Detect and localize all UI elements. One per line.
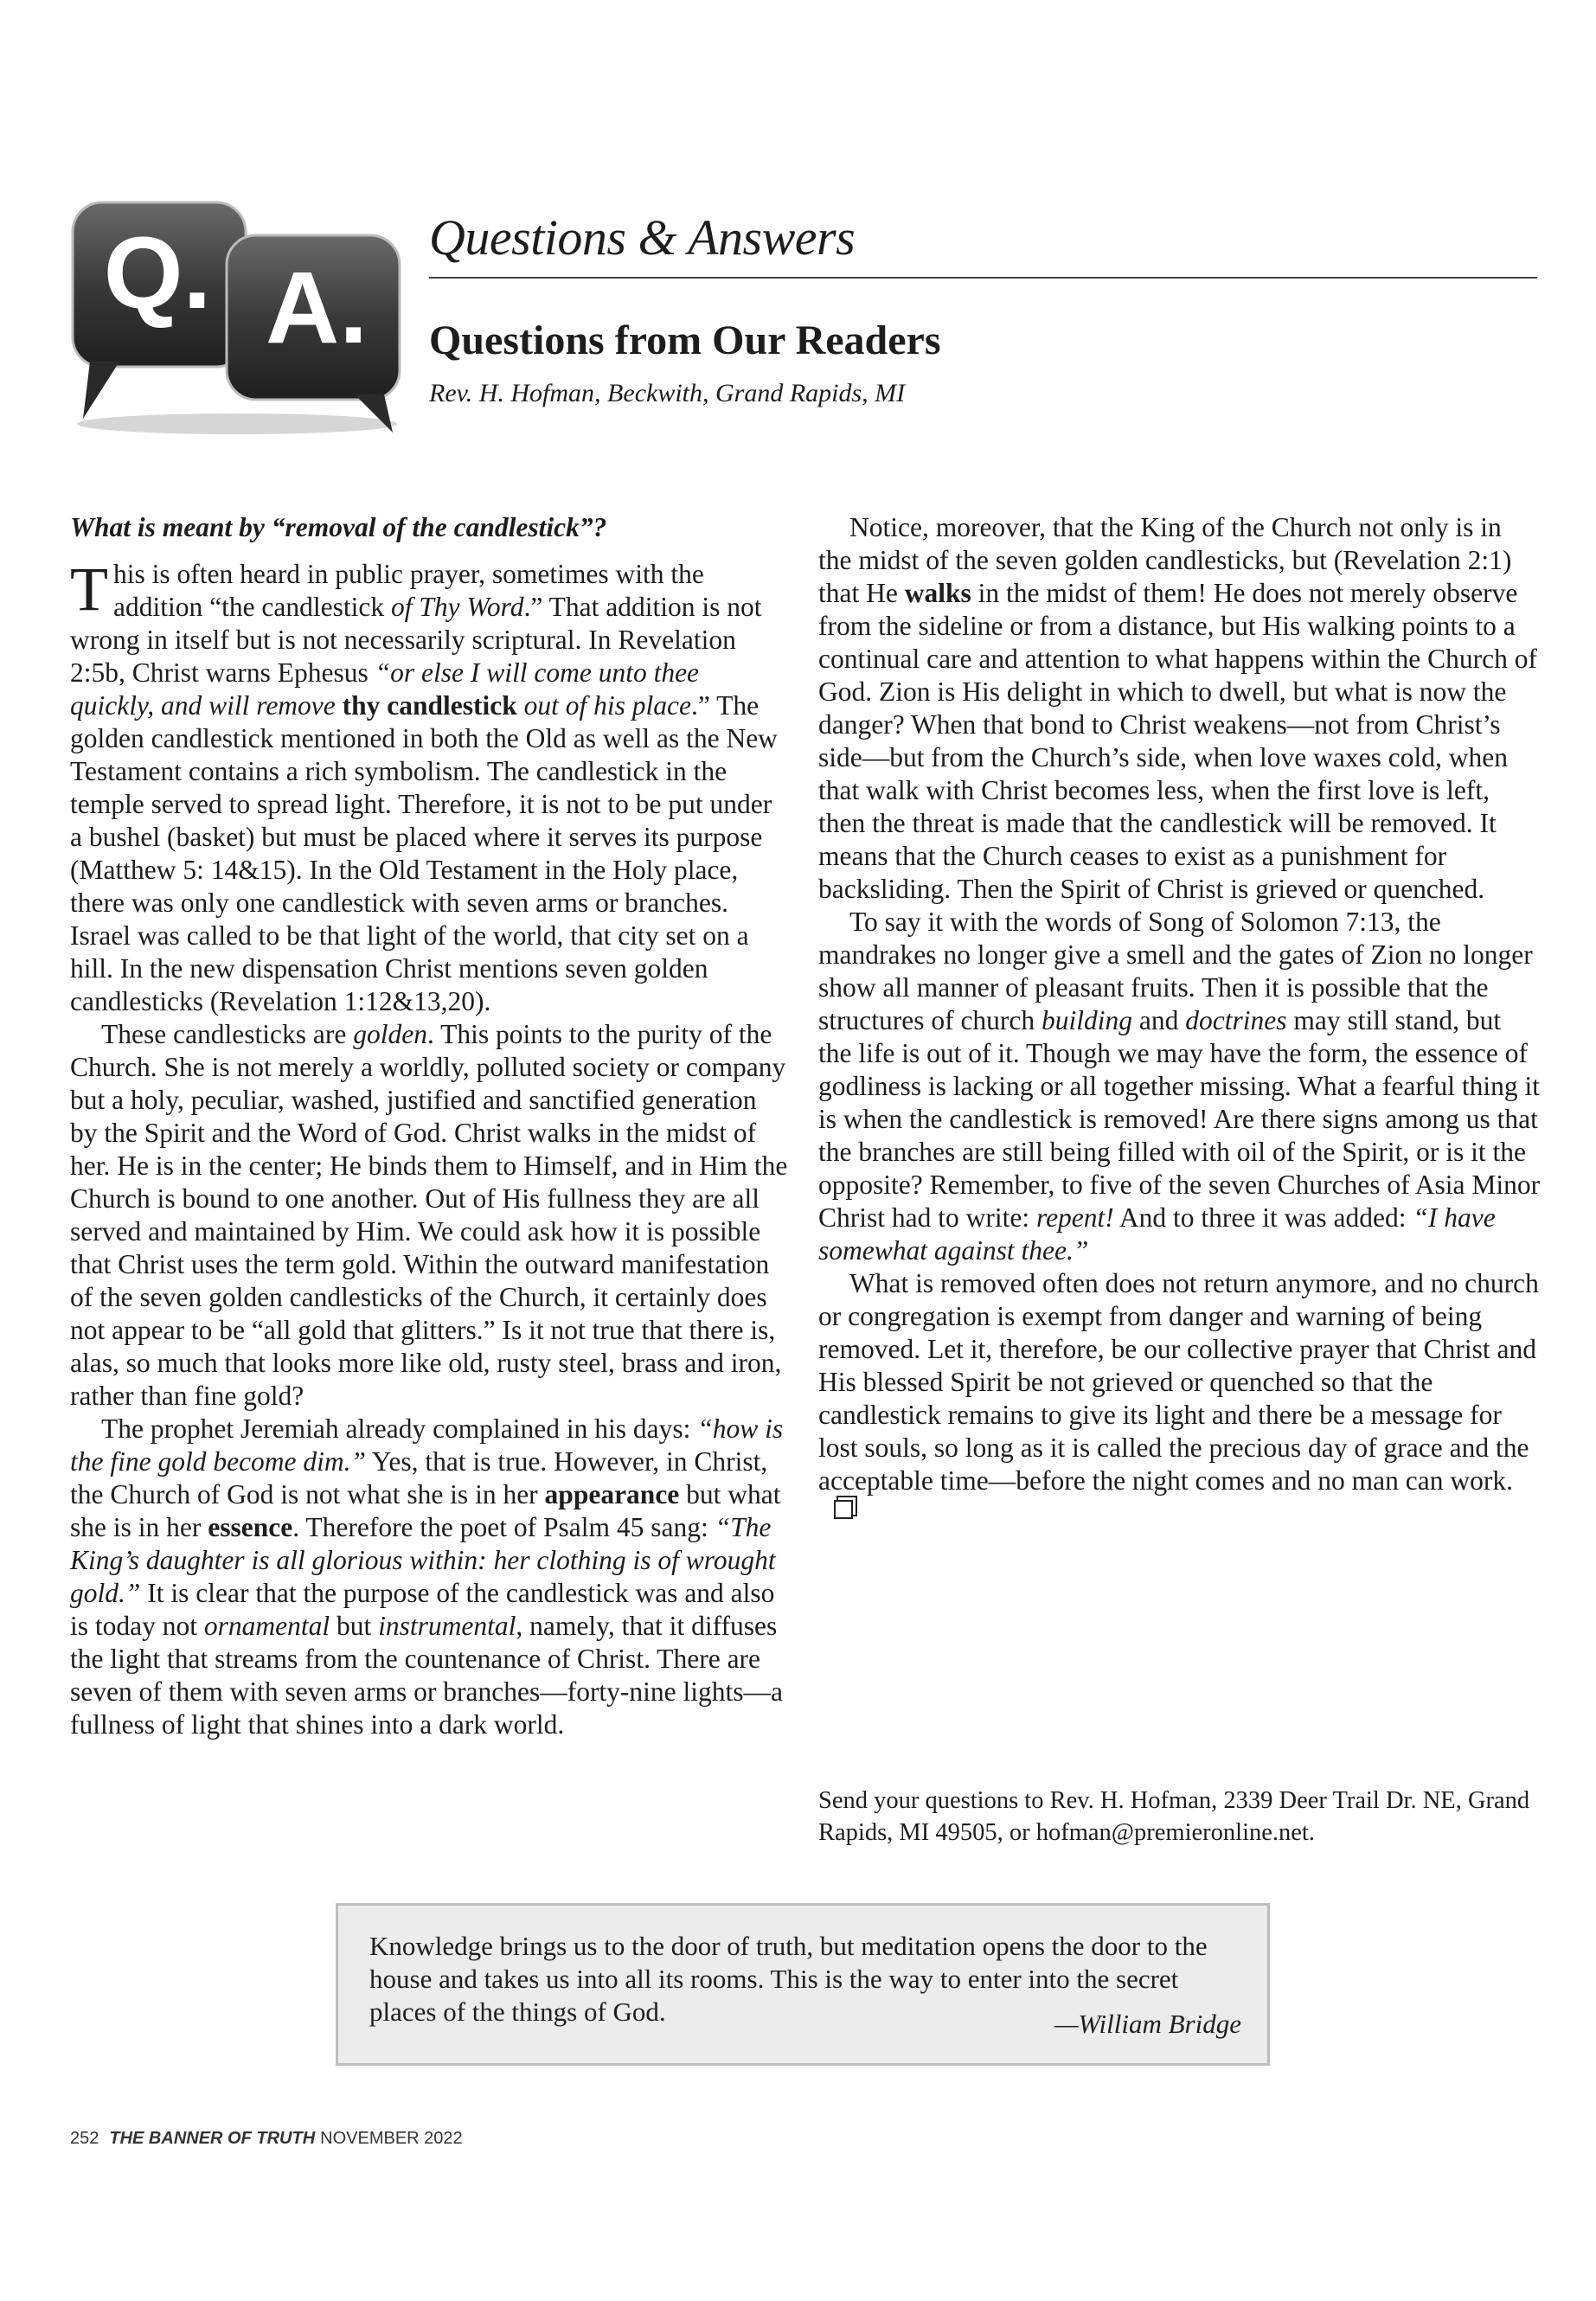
page-number: 252 [70,2129,99,2148]
author-byline: Rev. H. Hofman, Beckwith, Grand Rapids, MI [429,379,906,407]
a-bubble [227,235,400,433]
end-of-article-box-icon [834,1500,853,1519]
q-bubble [73,202,246,419]
article-column-right [818,511,1541,1530]
drop-cap: T [70,554,108,624]
a-letter: A. [266,251,368,365]
publication-name: THE BANNER OF TRUTH [109,2129,316,2148]
contact-note: Send your questions to Rev. H. Hofman, 2339 Deer Trail Dr. NE, Grand Rapids, MI 49505, or hofman@premieronline.net. [818,1787,1530,1846]
paragraph-3: The prophet Jeremiah already complained in his days: “how is the fine gold become dim.” Yes, that is true. However, in Christ, the Church of God is not what she is in her appearance but what she is in her essence. Therefore the poet of Psalm 45 sang: “The King’s daughter is all glorious within: her clothing is of wrought gold.” It is clear that the purpose of the candlestick was and also is today not ornamental but instrumental, namely, that it diffuses the light that streams from the countenance of Christ. There are seven of them with seven arms or branches—forty-nine lights—a fullness of light that shines into a dark world. [70,1413,784,1740]
article-column-left [70,511,788,1741]
paragraph-5: To say it with the words of Song of Solomon 7:13, the mandrakes no longer give a smell and the gates of Zion no longer show all manner of pleasant fruits. Then it is possible that the structures of church building and doctrines may still stand, but the life is out of it. Though we may have the form, the essence of godliness is lacking or all together missing. What a fearful thing it is when the candlestick is removed! Are there signs among us that the branches are still being filled with oil of the Spirit, or is it the opposite? Remember, to five of the seven Churches of Asia Minor Christ had to write: repent! And to three it was added: “I have somewhat against thee.” [818,907,1541,1266]
article-question: What is meant by “removal of the candlestick”? [70,512,607,542]
section-title: Questions & Answers [429,209,856,266]
title-rule [429,277,1537,279]
quote-author: —William Bridge [1054,2009,1241,2039]
article-subtitle: Questions from Our Readers [429,317,941,363]
qa-logo-icon [64,197,410,439]
quote-box [336,1903,1270,2066]
quote-text: Knowledge brings us to the door of truth, but meditation opens the door to the house and takes us into all its rooms. This is the way to enter into the secret places of the things of God. [369,1931,1208,2027]
q-letter: Q. [103,216,212,330]
paragraph-1: This is often heard in public prayer, sometimes with the addition “the candlestick of Thy Word.” That addition is not wrong in itself but is not necessarily scriptural. In Revelation 2:5b, Christ warns Ephesus “or else I will come unto thee quickly, and will remove thy candlestick out of his place.” The golden candlestick mentioned in both the Old as well as the New Testament contains a rich symbolism. The candlestick in the temple served to spread light. Therefore, it is not to be put under a bushel (basket) but must be placed where it serves its purpose (Matthew 5: 14&15). In the Old Testament in the Holy place, there was only one candlestick with seven arms or branches. Israel was called to be that light of the world, that city set on a hill. In the new dispensation Christ mentions seven golden candlesticks (Revelation 1:12&13,20). [70,554,778,1016]
page-footer [70,2127,463,2150]
paragraph-2: These candlesticks are golden. This points to the purity of the Church. She is not merely a worldly, polluted society or company but a holy, peculiar, washed, justified and sanctified generation by the Spirit and the Word of God. Christ walks in the midst of her. He is in the center; He binds them to Himself, and in Him the Church is bound to one another. Out of His fullness they are all served and maintained by Him. We could ask how it is possible that Christ uses the term gold. Within the outward manifestation of the seven golden candlesticks of the Church, it certainly does not appear to be “all gold that glitters.” Is it not true that there is, alas, so much that looks more like old, rusty steel, brass and iron, rather than fine gold? [70,1019,788,1411]
issue-date: NOVEMBER 2022 [320,2129,463,2148]
paragraph-6: What is removed often does not return anymore, and no church or congregation is exempt from danger and warning of being removed. Let it, therefore, be our collective prayer that Christ and His blessed Spirit be not grieved or quenched so that the candlestick remains to give its light and there be a message for lost souls, so long as it is called the precious day of grace and the acceptable time—before the night comes and no man can work. [818,1267,1541,1530]
paragraph-4: Notice, moreover, that the King of the Church not only is in the midst of the seven golden candlesticks, but (Revelation 2:1) that He walks in the midst of them! He does not merely observe from the sideline or from a distance, but His walking points to a continual care and attention to what happens within the Church of God. Zion is His delight in which to dwell, but what is now the danger? When that bond to Christ weakens—not from Christ’s side—but from the Church’s side, when love waxes cold, when that walk with Christ becomes less, when the first love is left, then the threat is made that the candlestick will be removed. It means that the Church ceases to exist as a punishment for backsliding. Then the Spirit of Christ is grieved or quenched. [818,512,1538,904]
